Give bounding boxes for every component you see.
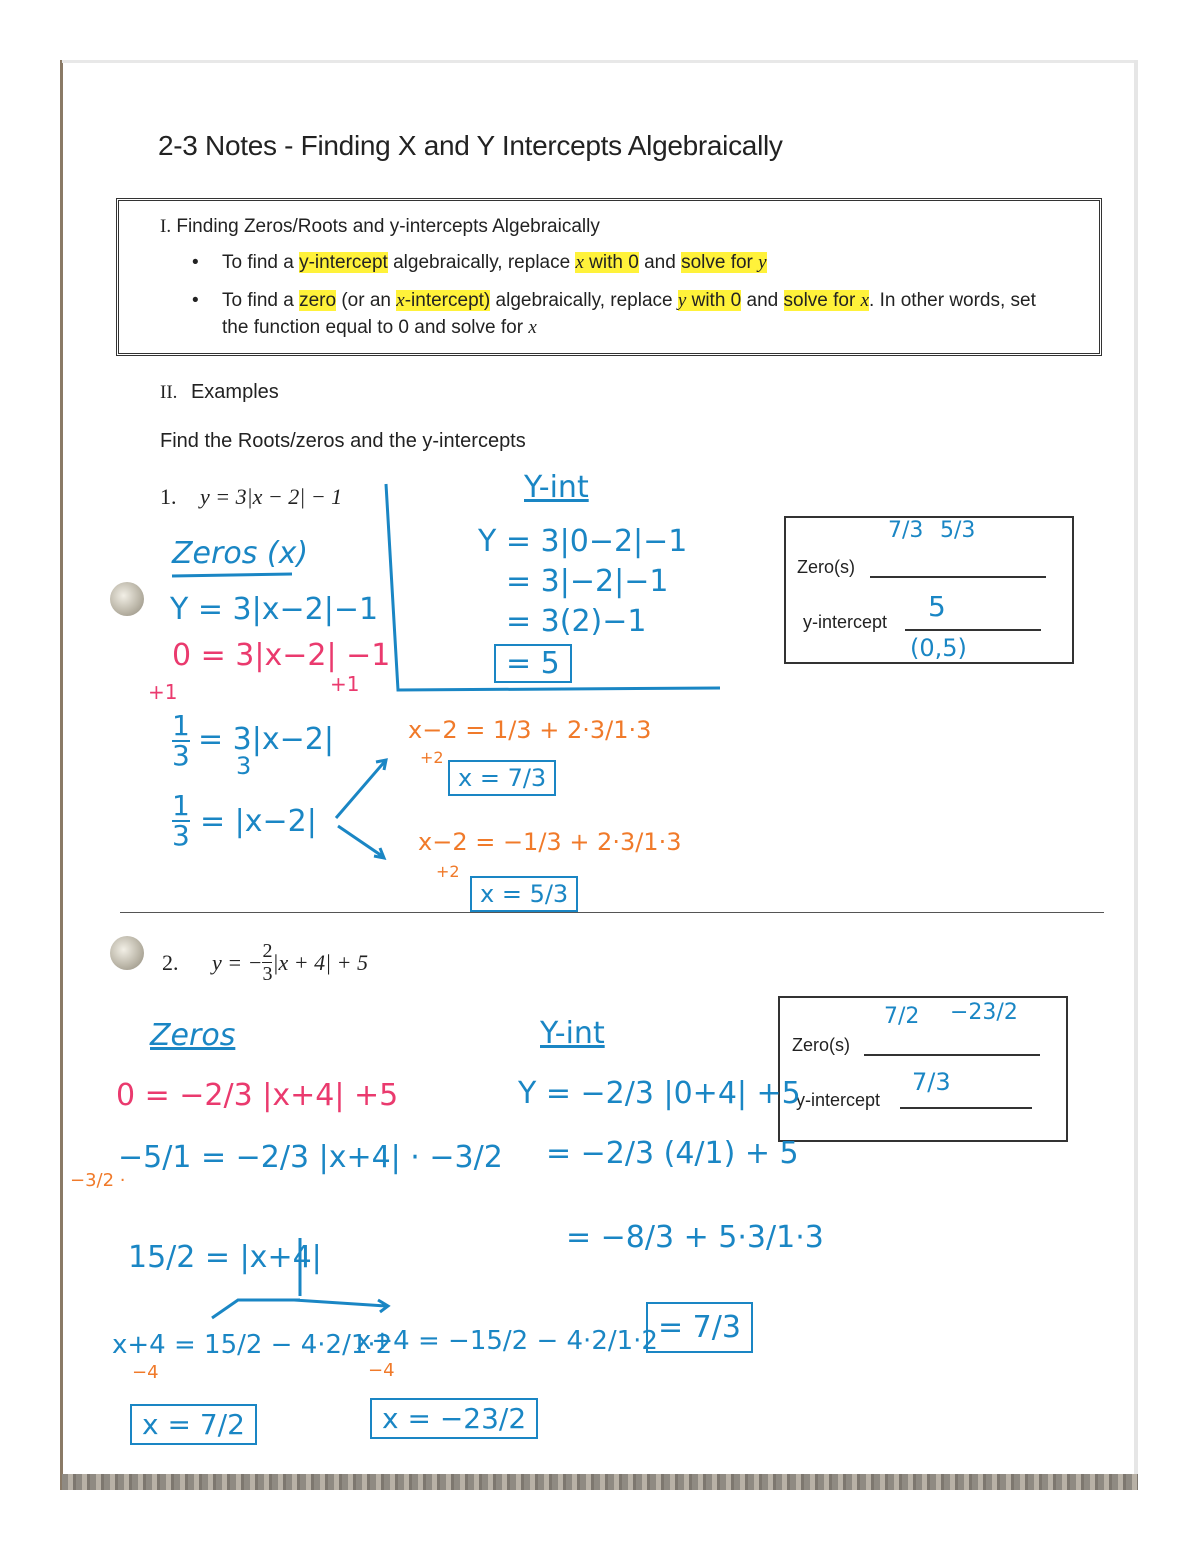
p1-arrow-up xyxy=(336,760,386,818)
problem2-yint-label: y-intercept xyxy=(796,1090,881,1110)
p1-yint-line2: = 3|−2|−1 xyxy=(506,564,669,599)
problem1-number: 1. xyxy=(160,484,177,509)
section1-numeral: I. xyxy=(160,216,172,237)
p1-cancel-3: 3 xyxy=(236,752,252,780)
p2-yint-line1: Y = −2/3 |0+4| +5 xyxy=(518,1076,801,1111)
p1-zeros-line2: 0 = 3|x−2| −1 xyxy=(172,638,391,673)
section1-title: Finding Zeros/Roots and y-intercepts Algebraically xyxy=(176,216,600,237)
problem1-zero-2: 5/3 xyxy=(940,518,976,543)
problem2-zeros-label: Zero(s) xyxy=(792,1035,850,1055)
p1-branch1-plus: +2 xyxy=(420,748,444,767)
highlight-y-with-0: y with 0 xyxy=(677,290,742,311)
p1-plus1-right: +1 xyxy=(330,672,360,696)
p1-zeros-line4: = |x−2| xyxy=(200,804,317,839)
p2-branch1: x+4 = 15/2 − 4·2/1·2 xyxy=(112,1330,393,1360)
p2-zeros-line3: 15/2 = |x+4| xyxy=(128,1240,322,1275)
p1-arrow-down xyxy=(338,826,384,858)
p2-yint-line3: = −8/3 + 5·3/1·3 xyxy=(566,1220,824,1255)
problem2-zero-2: −23/2 xyxy=(950,1000,1018,1025)
problem1-zero-1: 7/3 xyxy=(888,518,924,543)
problem1-yint-value: 5 xyxy=(928,590,946,623)
p1-branch1: x−2 = 1/3 + 2·3/1·3 xyxy=(408,716,652,744)
p1-zeros-line3: = 3|x−2| xyxy=(198,722,334,757)
p1-work-divider xyxy=(386,484,720,690)
p1-yint-line3: = 3(2)−1 xyxy=(506,604,647,639)
p1-plus1-left: +1 xyxy=(148,680,178,704)
p2-mult-note: −3/2 · xyxy=(70,1170,126,1191)
problem2-fraction: $\frac{2}{3}$ xyxy=(262,940,273,985)
p2-branch1-result: x = 7/2 xyxy=(130,1404,257,1445)
problem1-equation: y = 3|x − 2| − 1 xyxy=(200,484,343,509)
p1-branch2-result: x = 5/3 xyxy=(470,876,578,912)
highlight-solve-for-y: solve for y xyxy=(681,252,767,273)
problem2-eq-lhs: y = − xyxy=(212,949,263,975)
p2-yint-line4: = 7/3 xyxy=(646,1302,753,1353)
p2-branch-arrows xyxy=(212,1238,388,1318)
p1-zeros-heading: Zeros (x) xyxy=(172,536,309,571)
problem1-yint-label: y-intercept xyxy=(803,612,888,632)
p2-zeros-line1: 0 = −2/3 |x+4| +5 xyxy=(116,1078,399,1113)
bullet-zero-line2: the function equal to 0 and solve for x xyxy=(222,317,537,338)
highlight-y-intercept: y-intercept xyxy=(299,252,388,273)
problem1-zeros-label: Zero(s) xyxy=(797,557,855,577)
section2-numeral: II. xyxy=(160,382,178,403)
p2-zeros-line2: −5/1 = −2/3 |x+4| · −3/2 xyxy=(118,1140,503,1175)
p1-fraction-1-3b: 1 3 xyxy=(172,789,190,852)
section2-title: Examples xyxy=(190,381,279,403)
p2-branch2-result: x = −23/2 xyxy=(370,1398,538,1439)
p1-yint-line1: Y = 3|0−2|−1 xyxy=(478,524,688,559)
page-title: 2-3 Notes - Finding X and Y Intercepts Algebraically xyxy=(158,130,783,161)
p1-yint-heading: Y-int xyxy=(524,470,589,505)
p2-branch2-minus: −4 xyxy=(368,1360,395,1381)
problem2-zero-1: 7/2 xyxy=(884,1004,920,1029)
highlight-x-intercept: x-intercept) xyxy=(396,290,491,311)
problem1-yint-point: (0,5) xyxy=(910,634,967,662)
p1-branch1-result: x = 7/3 xyxy=(448,760,556,796)
bullet-y-intercept: • To find a y-intercept algebraically, replace x with 0 and solve for y xyxy=(192,252,767,273)
p1-yint-line4: = 5 xyxy=(494,644,572,683)
p1-zeros-line1: Y = 3|x−2|−1 xyxy=(170,592,379,627)
p2-branch2: x+4 = −15/2 − 4·2/1·2 xyxy=(356,1326,658,1356)
p2-zeros-heading: Zeros xyxy=(150,1018,236,1053)
problem2-yint-value: 7/3 xyxy=(912,1068,951,1096)
p1-branch2: x−2 = −1/3 + 2·3/1·3 xyxy=(418,828,682,856)
highlight-x-with-0: x with 0 xyxy=(575,252,639,273)
p2-branch1-minus: −4 xyxy=(132,1362,159,1383)
bullet-zero: • To find a zero (or an x-intercept) algebraically, replace y with 0 and solve for x. In other words, set xyxy=(192,290,1036,311)
p2-yint-heading: Y-int xyxy=(540,1016,605,1051)
p1-fraction-1-3: 1 3 xyxy=(172,709,190,772)
highlight-zero: zero xyxy=(299,290,337,311)
p2-yint-line2: = −2/3 (4/1) + 5 xyxy=(546,1136,799,1171)
instruction-text: Find the Roots/zeros and the y-intercepts xyxy=(160,430,526,452)
highlight-solve-for-x: solve for x xyxy=(783,290,870,311)
p1-branch2-plus: +2 xyxy=(436,862,460,881)
bullet-dot: • xyxy=(192,290,199,311)
problem2-eq-rhs: |x + 4| + 5 xyxy=(272,949,369,975)
problem2-number: 2. xyxy=(162,949,179,975)
p1-zeros-underline xyxy=(172,574,292,576)
bullet-dot: • xyxy=(192,252,199,273)
